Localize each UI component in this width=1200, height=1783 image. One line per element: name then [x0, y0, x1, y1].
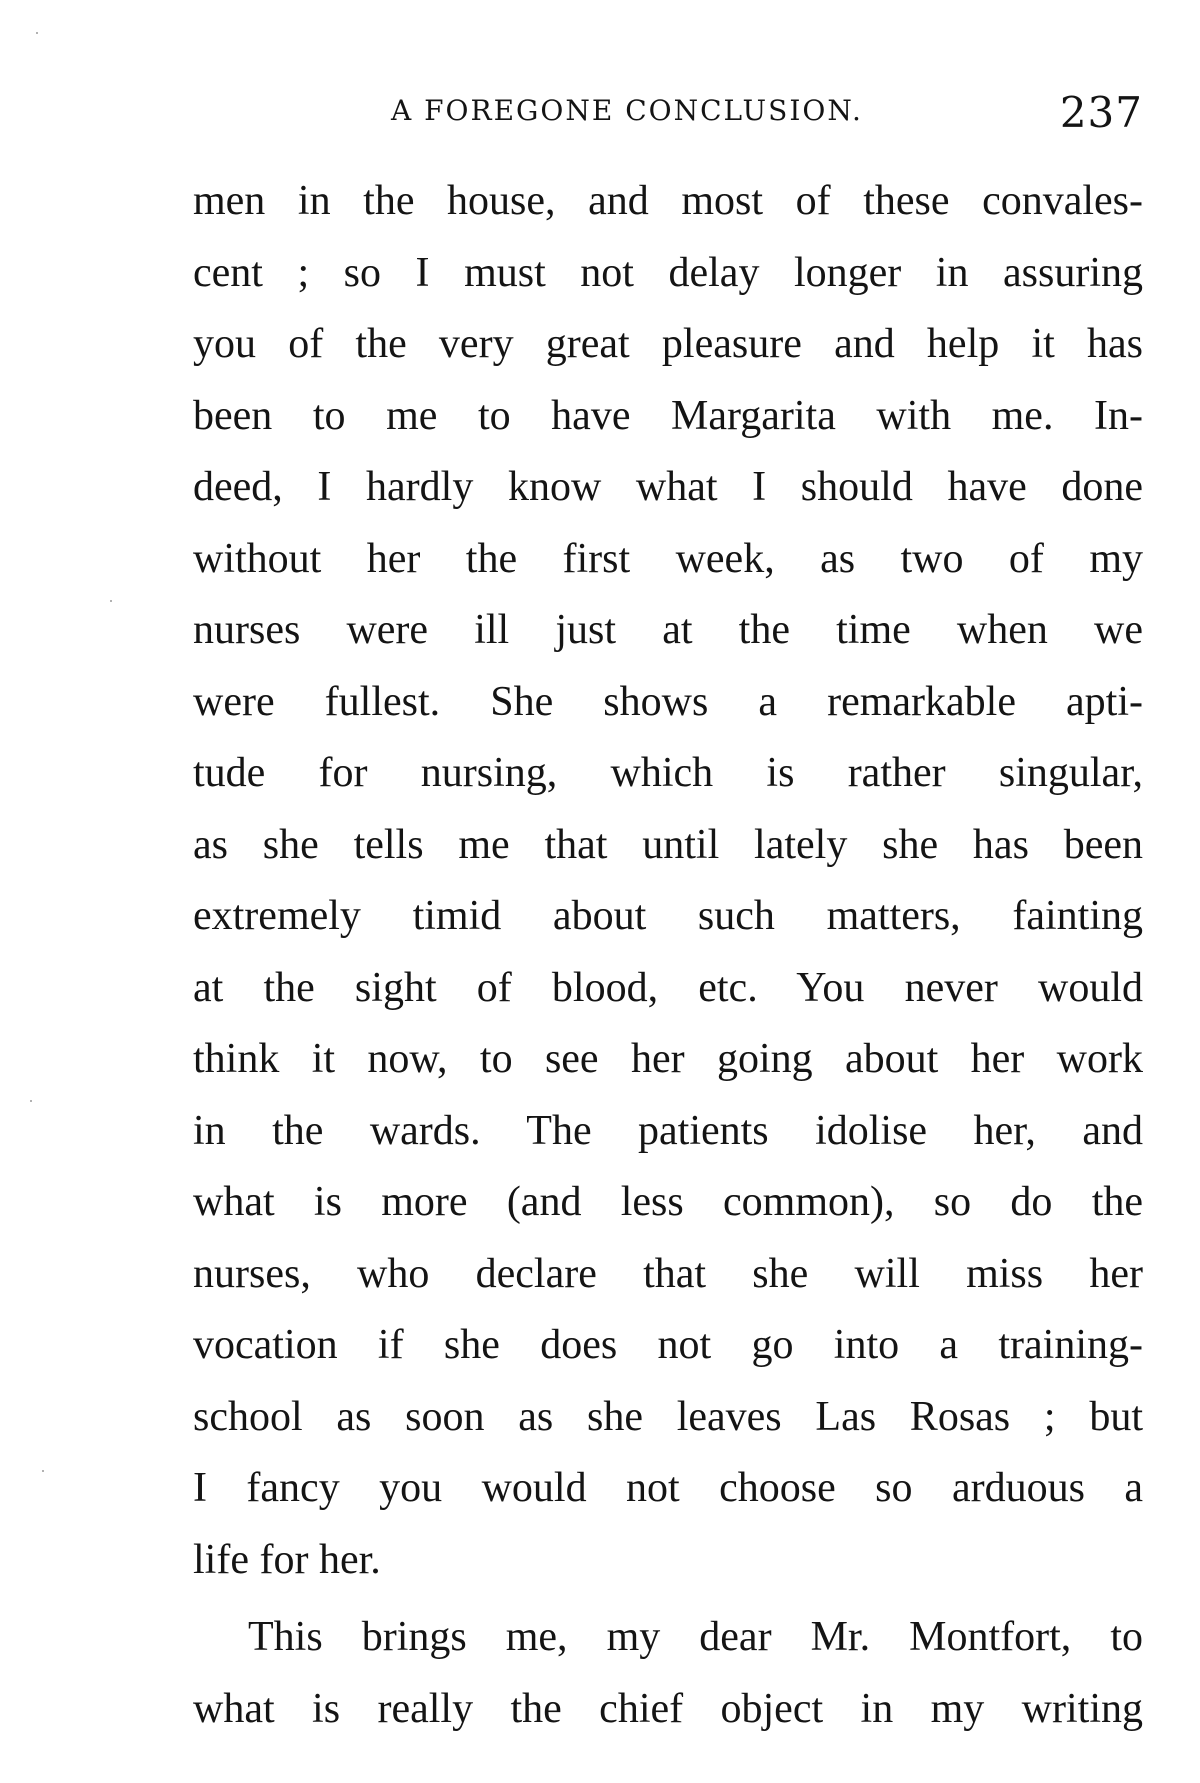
text-line: This brings me, my dear Mr. Montfort, to [248, 1614, 1143, 1660]
text-line: what is more (and less common), so do the [193, 1179, 1143, 1225]
scan-speck [30, 1100, 32, 1102]
page-number: 237 [1059, 88, 1143, 137]
body-text [193, 166, 1143, 1745]
text-line: deed, I hardly know what I should have done [193, 464, 1143, 510]
scan-speck [36, 32, 38, 34]
scan-speck [42, 1470, 44, 1472]
text-line: men in the house, and most of these convales- [193, 178, 1143, 224]
running-title: A FOREGONE CONCLUSION. [391, 94, 863, 127]
text-line: nurses were ill just at the time when we [193, 607, 1143, 653]
text-line: vocation if she does not go into a training- [193, 1322, 1143, 1368]
text-line: think it now, to see her going about her work [193, 1036, 1143, 1082]
text-line: nurses, who declare that she will miss her [193, 1250, 1143, 1297]
text-line: been to me to have Margarita with me. In- [193, 392, 1143, 439]
text-line: at the sight of blood, etc. You never would [193, 964, 1143, 1011]
text-line: cent ; so I must not delay longer in assuring [193, 249, 1143, 296]
text-line: extremely timid about such matters, fainting [193, 893, 1143, 939]
text-line: in the wards. The patients idolise her, and [193, 1107, 1143, 1154]
page-header [193, 88, 1143, 138]
text-line: were fullest. She shows a remarkable apti- [193, 678, 1143, 725]
text-line: school as soon as she leaves Las Rosas ; but [193, 1393, 1143, 1440]
scan-speck [110, 600, 112, 602]
text-line: tude for nursing, which is rather singular, [193, 750, 1143, 796]
text-line: I fancy you would not choose so arduous a [193, 1465, 1143, 1511]
text-line: what is really the chief object in my writing [193, 1685, 1143, 1732]
text-line: life for her. [193, 1536, 381, 1583]
text-line: without her the first week, as two of my [193, 535, 1143, 582]
text-line: as she tells me that until lately she has been [193, 821, 1143, 868]
text-line: you of the very great pleasure and help it has [193, 321, 1143, 367]
